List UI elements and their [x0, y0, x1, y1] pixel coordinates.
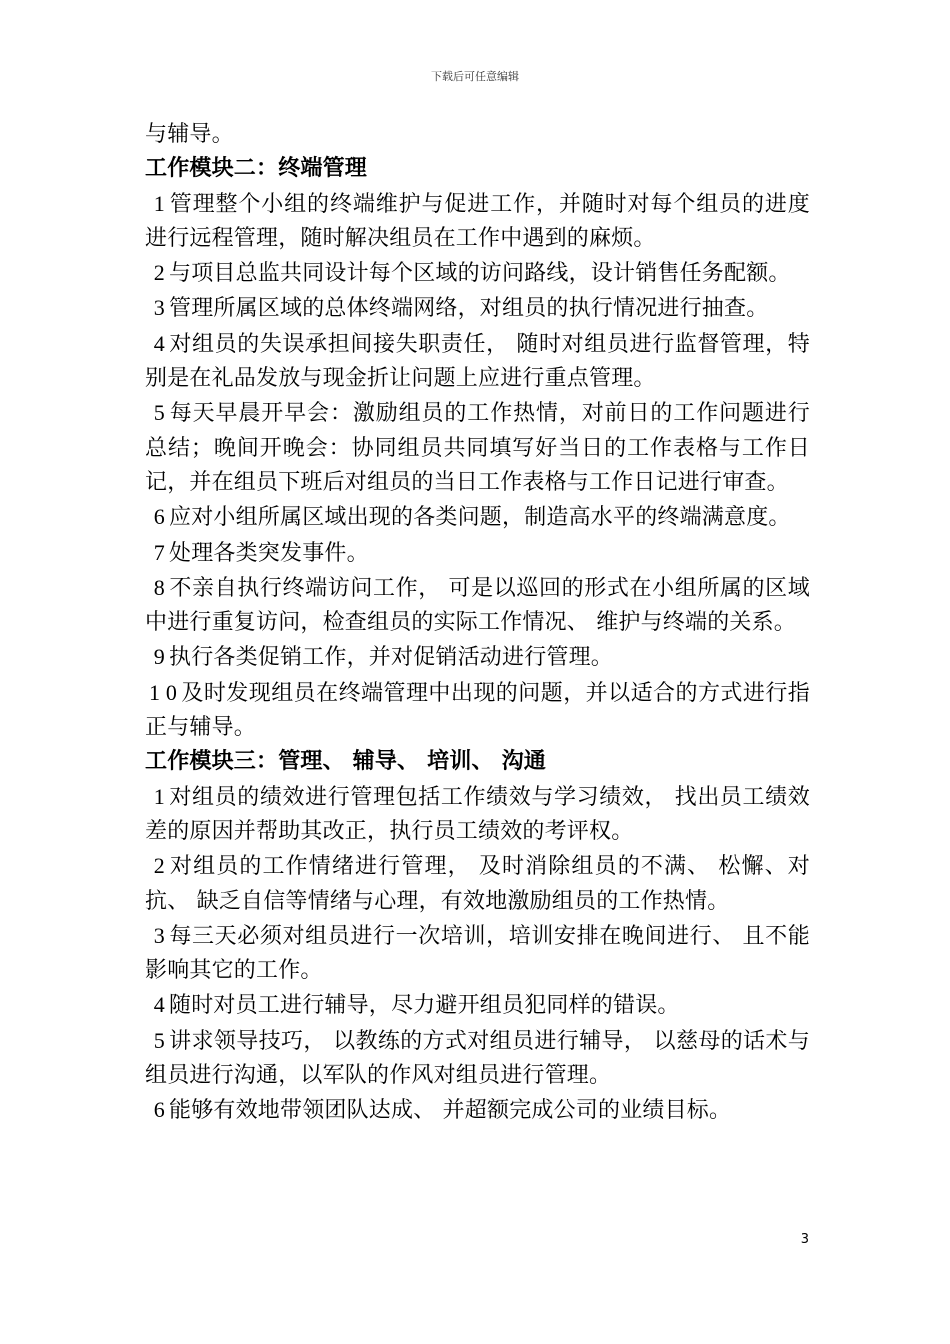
section-heading-coaching: 工作模块三：管理、 辅导、 培训、 沟通: [145, 749, 546, 775]
item-number: 3: [153, 295, 165, 321]
list-item: [145, 187, 810, 257]
list-item: [145, 988, 810, 1023]
list-item: [145, 500, 810, 535]
item-text: 每天早晨开早会：激励组员的工作热情，对前日的工作问题进行总结；晚间开晚会：协同组员共同填写好当日的工作表格与工作日记，并在组员下班后对组员的当日工作表格与工作日记进行审查。: [145, 401, 810, 495]
item-text: 对组员的绩效进行管理包括工作绩效与学习绩效， 找出员工绩效差的原因并帮助其改正，执行员工绩效的考评权。: [145, 784, 810, 844]
item-number: 8: [153, 574, 165, 600]
item-number: 6: [153, 1097, 165, 1123]
list-item: [145, 1024, 810, 1094]
item-number: 1 0: [149, 679, 178, 705]
item-text: 随时对员工进行辅导，尽力避开组员犯同样的错误。: [169, 993, 680, 1019]
item-number: 2: [153, 853, 165, 879]
item-text: 应对小组所属区域出现的各类问题，制造高水平的终端满意度。: [169, 505, 791, 531]
lead-paragraph: 与辅导。: [145, 122, 234, 147]
list-item: [145, 676, 810, 746]
page-header: 下载后可任意编辑: [431, 70, 519, 83]
item-number: 2: [153, 260, 165, 286]
item-text: 讲求领导技巧， 以教练的方式对组员进行辅导， 以慈母的话术与组员进行沟通，以军队的作风对组员进行管理。: [145, 1028, 810, 1089]
item-text: 执行各类促销工作，并对促销活动进行管理。: [169, 645, 614, 671]
item-text: 不亲自执行终端访问工作， 可是以巡回的形式在小组所属的区域中进行重复访问，检查组员的实际工作情况、 维护与终端的关系。: [145, 575, 810, 636]
document-body: [145, 118, 810, 1129]
item-number: 1: [153, 783, 165, 809]
item-number: 3: [153, 922, 165, 948]
item-number: 7: [153, 539, 165, 565]
item-text: 能够有效地带领团队达成、 并超额完成公司的业绩目标。: [169, 1098, 732, 1124]
item-number: 5: [153, 400, 165, 426]
item-number: 4: [153, 992, 165, 1018]
item-text: 管理整个小组的终端维护与促进工作，并随时对每个组员的进度进行远程管理，随时解决组员在工作中遇到的麻烦。: [145, 191, 810, 251]
list-item: [145, 780, 810, 850]
list-item: [145, 849, 810, 919]
item-number: 6: [153, 504, 165, 530]
item-text: 管理所属区域的总体终端网络，对组员的执行情况进行抽查。: [169, 296, 769, 322]
item-text: 及时发现组员在终端管理中出现的问题，并以适合的方式进行指正与辅导。: [145, 680, 810, 741]
item-number: 1: [153, 190, 165, 216]
list-item: [145, 396, 810, 500]
item-text: 对组员的工作情绪进行管理， 及时消除组员的不满、 松懈、对抗、 缺乏自信等情绪与心理，有效地激励组员的工作热情。: [145, 854, 810, 914]
section-terminal-management-list: [145, 187, 810, 746]
list-item: [145, 291, 810, 326]
section-coaching-list: [145, 780, 810, 1129]
item-text: 每三天必须对组员进行一次培训，培训安排在晚间进行、 且不能影响其它的工作。: [145, 923, 810, 984]
list-item: [145, 1093, 810, 1128]
list-item: [145, 536, 810, 571]
list-item: [145, 571, 810, 641]
item-text: 与项目总监共同设计每个区域的访问路线，设计销售任务配额。: [169, 261, 791, 287]
list-item: [145, 256, 810, 291]
section-heading-terminal-management: 工作模块二：终端管理: [145, 156, 368, 182]
page-number: 3: [800, 1232, 809, 1247]
item-number: 5: [153, 1027, 165, 1053]
list-item: [145, 640, 810, 675]
item-text: 对组员的失误承担间接失职责任， 随时对组员进行监督管理，特别是在礼品发放与现金折让问题上应进行重点管理。: [145, 331, 810, 392]
item-text: 处理各类突发事件。: [169, 540, 369, 566]
item-number: 9: [153, 644, 165, 670]
list-item: [145, 919, 810, 989]
item-number: 4: [153, 330, 165, 356]
list-item: [145, 327, 810, 397]
